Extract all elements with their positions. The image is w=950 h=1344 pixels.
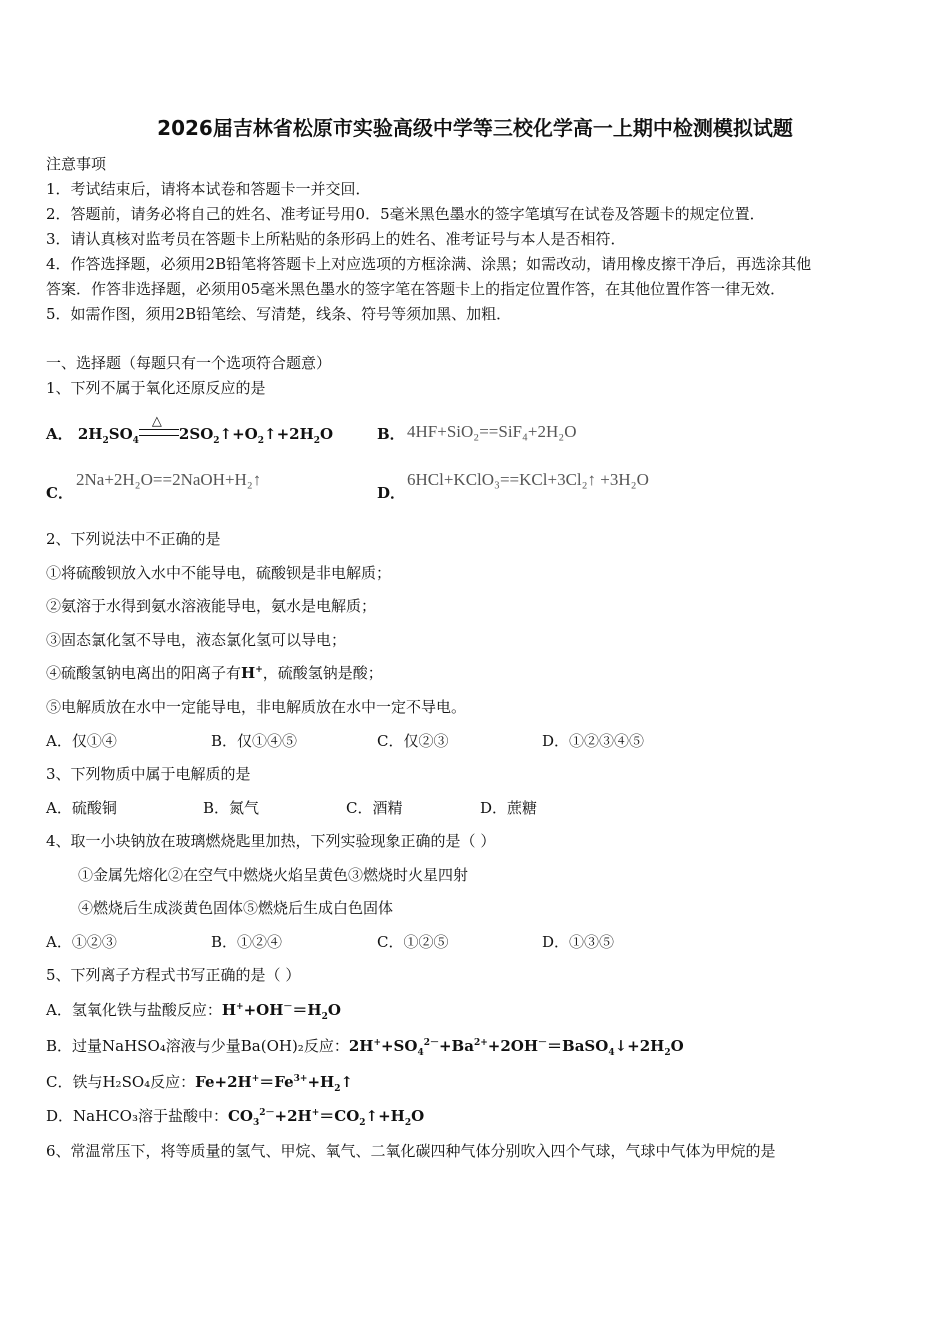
q5-option-c-label: C．铁与H₂SO₄反应： [46,1073,196,1091]
q5-option-a-label: A．氢氧化铁与盐酸反应： [46,1001,222,1019]
q4-line: ④燃烧后生成淡黄色固体⑤燃烧后生成白色固体 [78,899,394,917]
q3-option-b: B．氮气 [203,799,260,817]
question-6-stem: 6、常温常压下，将等质量的氢气、甲烷、氧气、二氧化碳四种气体分别吹入四个气球，气球中气体为甲烷的是 [46,1142,776,1160]
q5-option-d-label: D．NaHCO₃溶于盐酸中： [46,1107,228,1125]
q5-option-d-equation: $CO_3^{2-}+2H^+=CO_2↑+H_2O$ [227,1107,425,1128]
q2-statement-4-ion: H [241,664,256,682]
q5-option-b [46,1035,684,1058]
q3-option-d: D．蔗糖 [480,799,538,817]
q2-statement-4-pre: ④硫酸氢钠电离出的阳离子有 [46,664,242,682]
notice-item: 3．请认真核对监考员在答题卡上所粘贴的条形码上的姓名、准考证号与本人是否相符． [46,230,626,248]
q2-statement: ③固态氯化氢不导电，液态氯化氢可以导电； [46,631,347,649]
notice-item: 5．如需作图，须用2B铅笔绘、写清楚，线条、符号等须加黑、加粗． [46,305,512,323]
notice-heading: 注意事项 [46,155,107,173]
q5-option-a-equation: $H^++OH^-=H_2O$ [221,1001,341,1022]
q1-option-b-equation: 4HF+SiO₂==SiF₄+2H₂O [407,422,577,441]
q1-option-c-equation: 2Na+2H₂O==2NaOH+H₂↑ [76,470,262,489]
q3-option-a: A．硫酸铜 [46,799,117,817]
q2-statement: ①将硫酸钡放入水中不能导电，硫酸钡是非电解质； [46,564,392,582]
q4-line: ①金属先熔化②在空气中燃烧火焰呈黄色③燃烧时火星四射 [78,866,469,884]
q2-statement: ④硫酸氢钠电离出的阳离子有H+，硫酸氢钠是酸； [46,664,383,682]
q2-option-c: C．仅②③ [377,732,449,750]
notice-item: 答案．作答非选择题，必须用05毫米黑色墨水的签字笔在答题卡上的指定位置作答，在其他位置作答一律无效． [46,280,786,298]
q5-option-a [46,999,341,1022]
q1-option-b-label: B． [377,425,405,443]
notice-item: 4．作答选择题，必须用2B铅笔将答题卡上对应选项的方框涂满、涂黑；如需改动，请用橡皮擦干净后，再选涂其他 [46,255,812,273]
q4-option-d: D．①③⑤ [542,933,615,951]
question-4-stem: 4、取一小块钠放在玻璃燃烧匙里加热，下列实验现象正确的是（ ） [46,832,496,850]
q5-option-d [46,1105,424,1128]
q1-option-a [46,414,334,446]
q4-option-a: A．①②③ [46,933,117,951]
q1-option-d-equation: 6HCl+KClO₃==KCl+3Cl₂↑ +3H₂O [407,470,649,489]
q4-option-c: C．①②⑤ [377,933,449,951]
q2-option-d: D．①②③④⑤ [542,732,645,750]
question-1-stem: 1、下列不属于氧化还原反应的是 [46,379,266,397]
q1-option-a-equation: $2H_2SO_4$ △ $2SO_2↑+O_2↑+2H_2O$ [77,414,334,446]
q2-statement-4-post: ，硫酸氢钠是酸； [262,664,383,682]
section-heading: 一、选择题（每题只有一个选项符合题意） [46,354,332,372]
q5-option-c [46,1071,353,1094]
question-3-stem: 3、下列物质中属于电解质的是 [46,765,251,783]
heat-arrow-icon: △ [139,429,179,439]
q2-statement: ⑤电解质放在水中一定能导电，非电解质放在水中一定不导电。 [46,698,467,716]
q2-option-a: A．仅①④ [46,732,117,750]
q1-option-a-label: A． [46,425,73,443]
q5-option-b-label: B．过量NaHSO₄溶液与少量Ba(OH)₂反应： [46,1037,349,1055]
question-5-stem: 5、下列离子方程式书写正确的是（ ） [46,966,301,984]
notice-item: 2．答题前，请务必将自己的姓名、准考证号用0．5毫米黑色墨水的签字笔填写在试卷及答题卡的规定位置． [46,205,765,223]
q2-option-b: B．仅①④⑤ [211,732,298,750]
q5-option-b-equation: $2H^++SO_4^{2-}+Ba^{2+}+2OH^-=BaSO_4↓+2H_2O$ [348,1037,684,1058]
q1-option-c-label: C． [46,484,73,502]
q2-statement: ②氨溶于水得到氨水溶液能导电，氨水是电解质； [46,597,377,615]
q4-option-b: B．①②④ [211,933,283,951]
page-title: 2026届吉林省松原市实验高级中学等三校化学高一上期中检测模拟试题 [157,116,793,140]
q5-option-c-equation: $Fe+2H^+=Fe^{3+}+H_2↑$ [195,1073,354,1094]
q3-option-c: C．酒精 [346,799,403,817]
question-2-stem: 2、下列说法中不正确的是 [46,530,221,548]
notice-item: 1．考试结束后，请将本试卷和答题卡一并交回． [46,180,371,198]
q1-option-d-label: D． [377,484,406,502]
